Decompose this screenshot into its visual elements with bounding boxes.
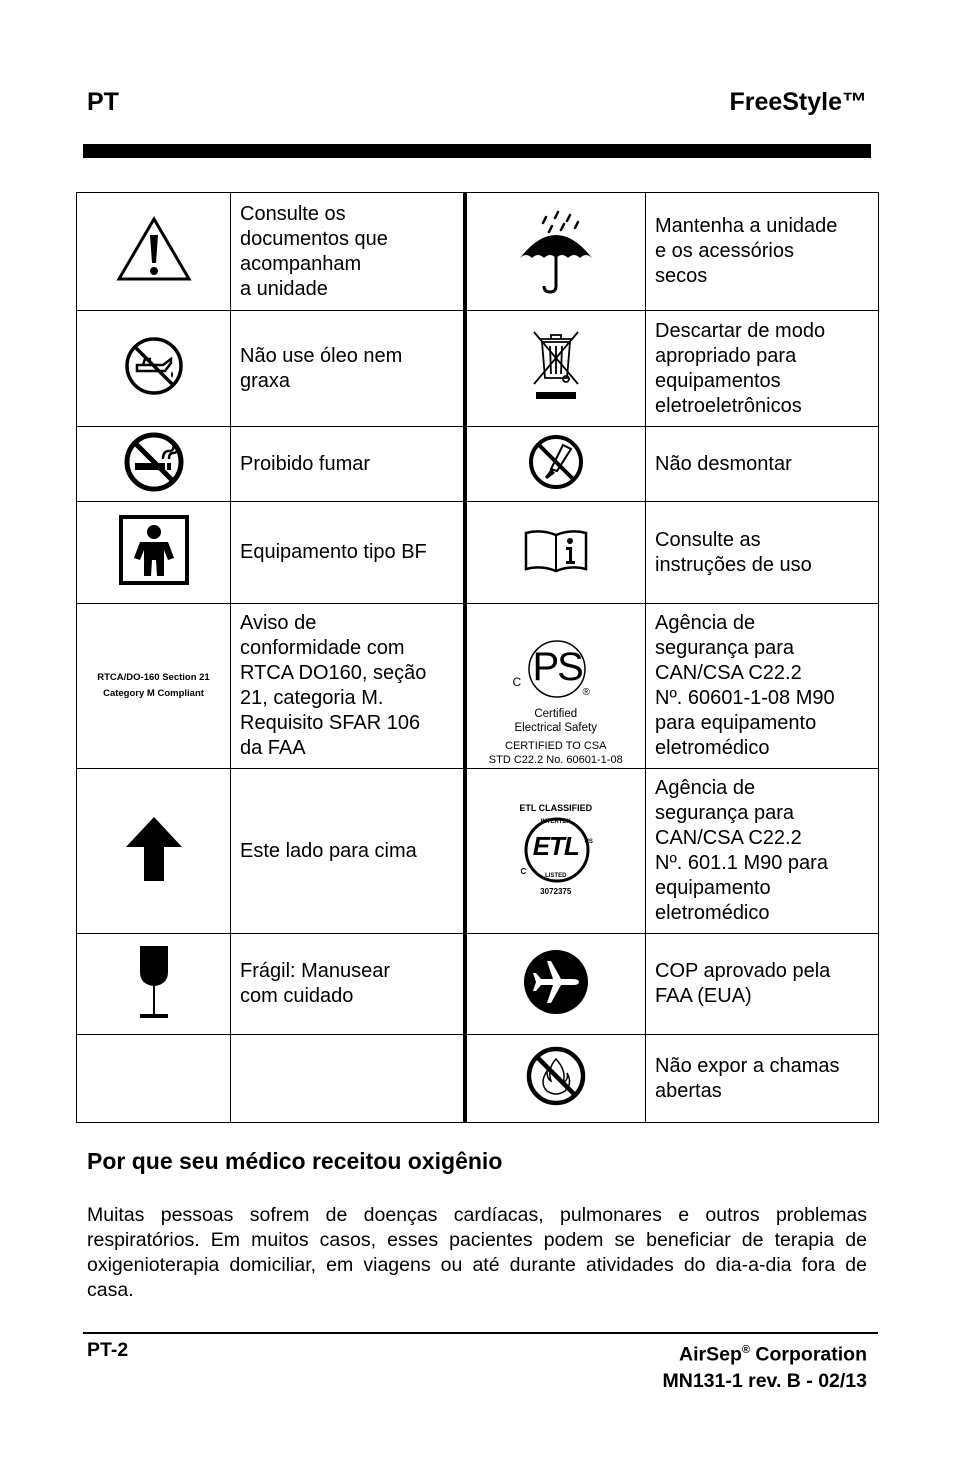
- type-bf-body-icon: [118, 514, 190, 586]
- no-oil-grease-icon: [123, 335, 185, 397]
- faa-airplane-icon: [523, 949, 589, 1015]
- ps-caption: Certified Electrical Safety: [514, 707, 597, 734]
- table-row: [77, 427, 879, 502]
- symbols-table: [76, 192, 879, 1123]
- etl-certification-mark: [467, 801, 646, 901]
- ps-registered-mark: ®: [582, 686, 590, 698]
- section-title: Por que seu médico receitou oxigênio: [87, 1148, 503, 1174]
- this-side-up-arrow-icon: [124, 815, 184, 883]
- symbol-cell: [77, 193, 231, 311]
- symbol-description: Agência de segurança para CAN/CSA C22.2 Nº. 60601-1-08 M90 para equipamento eletromédico: [646, 604, 879, 769]
- table-row: [77, 934, 879, 1035]
- symbol-description: Frágil: Manusear com cuidado: [231, 934, 465, 1035]
- symbol-cell: [465, 604, 646, 769]
- symbol-cell: [465, 502, 646, 604]
- footer-doc-revision: MN131-1 rev. B - 02/13: [662, 1369, 867, 1392]
- ps-letters: PS: [532, 644, 582, 689]
- etl-letters: ETL: [532, 831, 579, 861]
- symbol-description: Consulte os documentos que acompanham a unidade: [231, 193, 465, 311]
- symbol-description: Este lado para cima: [231, 769, 465, 934]
- table-row: [77, 1035, 879, 1123]
- fragile-glass-icon: [136, 944, 172, 1020]
- symbol-cell: [77, 1035, 231, 1123]
- symbol-cell: [465, 934, 646, 1035]
- header-language: PT: [87, 88, 119, 116]
- etl-ring-bottom-text: LISTED: [545, 873, 567, 879]
- symbol-cell: [465, 311, 646, 427]
- weee-crossed-bin-icon: [530, 328, 582, 404]
- symbol-description: COP aprovado pela FAA (EUA): [646, 934, 879, 1035]
- symbol-cell: [465, 769, 646, 934]
- do-not-disassemble-icon: [527, 433, 585, 491]
- table-row: [77, 311, 879, 427]
- symbol-cell: [77, 934, 231, 1035]
- symbol-cell: [77, 311, 231, 427]
- symbol-description: Não desmontar: [646, 427, 879, 502]
- ps-c-mark: C: [512, 674, 522, 689]
- etl-number: 3072375: [540, 887, 572, 896]
- header-rule: [83, 144, 871, 158]
- etl-classified-label: ETL CLASSIFIED: [519, 803, 593, 813]
- footer-company-block: [663, 1337, 868, 1394]
- symbol-description: Proibido fumar: [231, 427, 465, 502]
- warning-triangle-icon: [115, 215, 193, 283]
- no-smoking-icon: [123, 431, 185, 493]
- symbol-description: Não use óleo nem graxa: [231, 311, 465, 427]
- symbol-cell: [77, 604, 231, 769]
- etl-us-mark: US: [584, 839, 593, 845]
- symbol-cell: [465, 427, 646, 502]
- section-body: Muitas pessoas sofrem de doenças cardíacas, pulmonares e outros problemas respiratórios. Em muitos casos, esses pacientes podem se beneficiar de terapia de oxigenioterapia domiciliar, em viagens ou até durante atividades do dia-a-dia fora de casa.: [87, 1204, 867, 1301]
- symbol-description: Aviso de conformidade com RTCA DO160, seção 21, categoria M. Requisito SFAR 106 da FAA: [231, 604, 465, 769]
- etl-c-mark: C: [520, 867, 527, 876]
- table-row: [77, 193, 879, 311]
- symbol-cell: [77, 502, 231, 604]
- no-open-flames-icon: [525, 1045, 587, 1107]
- symbol-description: Agência de segurança para CAN/CSA C22.2 Nº. 601.1 M90 para equipamento eletromédico: [646, 769, 879, 934]
- table-row: [77, 502, 879, 604]
- symbol-cell: [465, 193, 646, 311]
- rtca-compliance-label: RTCA/DO-160 Section 21 Category M Compliant: [97, 672, 210, 699]
- keep-dry-umbrella-icon: [516, 204, 596, 294]
- footer-company: AirSep® Corporation: [679, 1343, 867, 1366]
- etl-ring-top-text: INTERTEK: [540, 819, 571, 825]
- symbol-description: Consulte as instruções de uso: [646, 502, 879, 604]
- table-row: [77, 769, 879, 934]
- instructions-for-use-book-icon: [523, 527, 589, 573]
- symbol-description: Mantenha a unidade e os acessórios secos: [646, 193, 879, 311]
- symbol-description: Equipamento tipo BF: [231, 502, 465, 604]
- csa-ps-certification-mark: [467, 619, 646, 766]
- symbol-cell: [465, 1035, 646, 1123]
- csa-standard-caption: CERTIFIED TO CSA STD C22.2 No. 60601-1-08: [488, 739, 623, 766]
- symbol-cell: [77, 427, 231, 502]
- symbol-description: Descartar de modo apropriado para equipamentos eletroeletrônicos: [646, 311, 879, 427]
- table-row: [77, 604, 879, 769]
- header-product: FreeStyle™: [729, 88, 867, 116]
- symbol-description: Não expor a chamas abertas: [646, 1035, 879, 1123]
- symbol-description: [231, 1035, 465, 1123]
- footer-page-number: PT-2: [87, 1339, 129, 1361]
- footer-rule: [83, 1332, 878, 1334]
- symbol-cell: [77, 769, 231, 934]
